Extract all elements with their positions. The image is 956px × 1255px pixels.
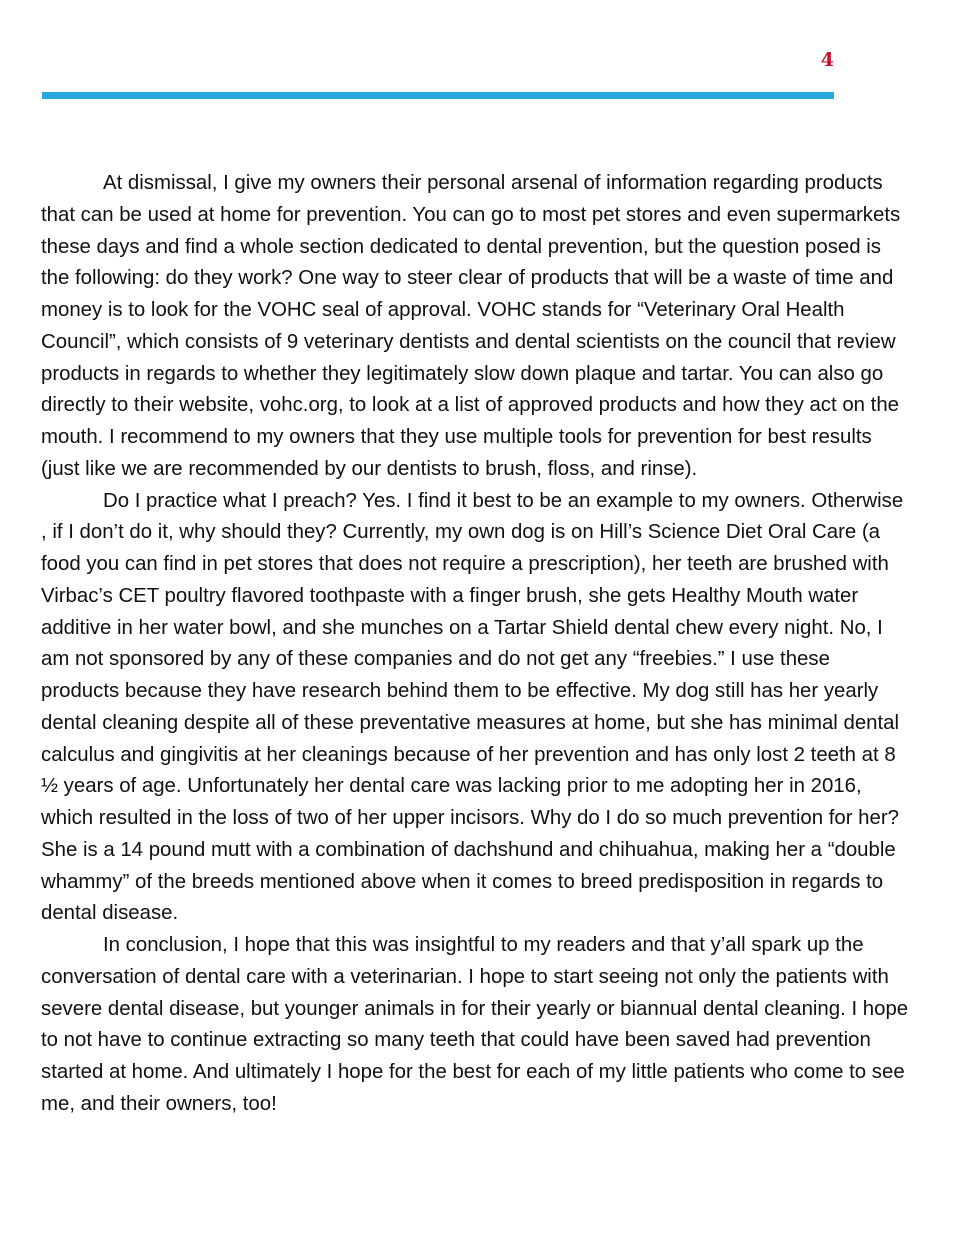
article-body: [41, 168, 911, 1121]
paragraph-conclusion: In conclusion, I hope that this was insightful to my readers and that y’all spark up the conversation of dental care with a veterinarian. I hope to start seeing not only the patients with severe dental disease, but younger animals in for their yearly or biannual dental cleaning. I hope to not have to continue extracting so many teeth that could have been saved had prevention started at home. And ultimately I hope for the best for each of my little patients who come to see me, and their owners, too!: [41, 934, 909, 1115]
paragraph-own-dog-prevention: Do I practice what I preach? Yes. I find it best to be an example to my owners. Otherwise , if I don’t do it, why should they? Currently, my own dog is on Hill’s Science Diet Oral Care (a food you can find in pet stores that does not require a prescription), her teeth are brushed with Virbac’s CET poultry flavored toothpaste with a finger brush, she gets Healthy Mouth water additive in her water bowl, and she munches on a Tartar Shield dental chew every night. No, I am not sponsored by any of these companies and do not get any “freebies.” I use these products because they have research behind them to be effective. My dog still has her yearly dental cleaning despite all of these preventative measures at home, but she has minimal dental calculus and gingivitis at her cleanings because of her prevention and has only lost 2 teeth at 8 ½ years of age. Unfortunately her dental care was lacking prior to me adopting her in 2016, which resulted in the loss of two of her upper incisors. Why do I do so much prevention for her? She is a 14 pound mutt with a combination of dachshund and chihuahua, making her a “double whammy” of the breeds mentioned above when it comes to breed predisposition in regards to dental disease.: [41, 489, 904, 925]
header-rule: [42, 92, 834, 99]
page-number: 4: [820, 49, 834, 71]
paragraph-vohc-products: At dismissal, I give my owners their personal arsenal of information regarding products that can be used at home for prevention. You can go to most pet stores and even supermarkets these days and find a whole section dedicated to dental prevention, but the question posed is the following: do they work? One way to steer clear of products that will be a waste of time and money is to look for the VOHC seal of approval. VOHC stands for “Veterinary Oral Health Council”, which consists of 9 veterinary dentists and dental scientists on the council that review products in regards to whether they legitimately slow down plaque and tartar. You can also go directly to their website, vohc.org, to look at a list of approved products and how they act on the mouth. I recommend to my owners that they use multiple tools for prevention for best results (just like we are recommended by our dentists to brush, floss, and rinse).: [41, 172, 901, 480]
